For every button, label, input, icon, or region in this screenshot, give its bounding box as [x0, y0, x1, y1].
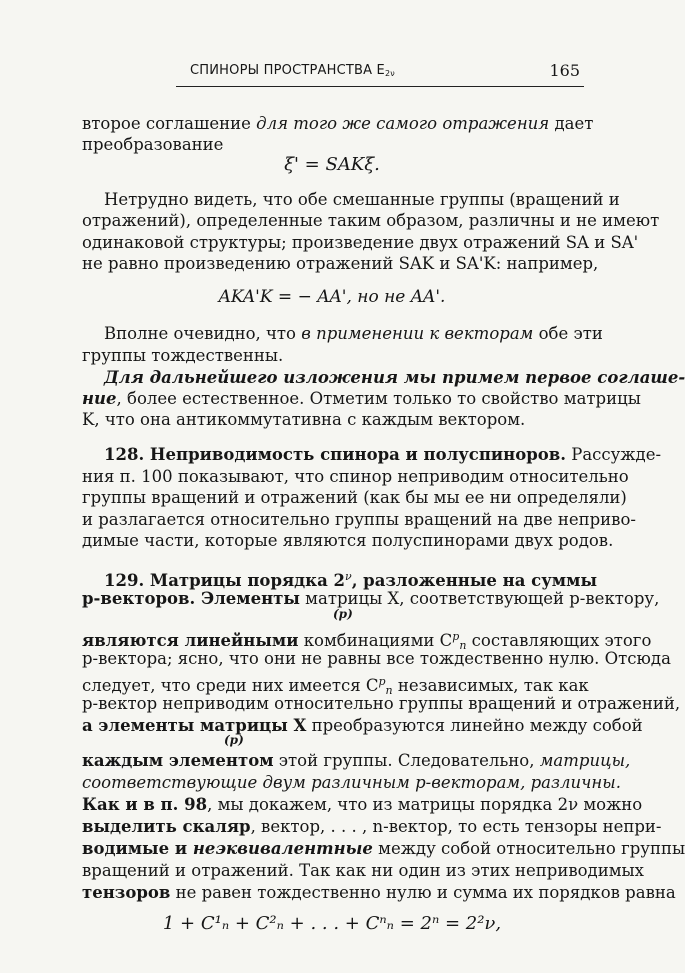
equation: (p) [333, 607, 353, 621]
text-line: p-вектор неприводим относительно группы вращений и отражений, [82, 694, 681, 713]
equation: 1 + C¹ₙ + C²ₙ + . . . + Cⁿₙ = 2ⁿ = 2²ν, [162, 913, 502, 934]
running-header [176, 60, 584, 87]
text-line: Для дальнейшего изложения мы примем первое соглаше- [104, 368, 685, 387]
equation: AKA'K = − AA', но не AA'. [218, 287, 446, 307]
text-line: Вполне очевидно, что в применении к векторам обе эти [104, 324, 603, 343]
text-line: а элементы матрицы X преобразуются линейно между собой [82, 716, 643, 735]
text-line: вращений и отражений. Так как ни один из этих неприводимых [82, 861, 644, 880]
text-line: ние, более естественное. Отметим только то свойство матрицы [82, 389, 641, 408]
text-line: водимые и неэквивалентные между собой относительно группы [82, 839, 685, 858]
equation: ξ' = SAKξ. [284, 154, 380, 175]
text-line: следует, что среди них имеется $C^pn$ независимых, так как [82, 675, 589, 697]
text-line: и разлагается относительно группы вращений на две неприво- [82, 510, 636, 529]
text-line: Как и в п. 98, мы докажем, что из матрицы порядка 2ν можно [82, 795, 643, 814]
text-line: группы тождественны. [82, 346, 284, 365]
text-line: ния п. 100 показывают, что спинор неприводим относительно [82, 467, 629, 486]
section-heading: 129. Матрицы порядка $2^\nu$, разложенные на суммы [104, 570, 597, 590]
section-heading: 128. Неприводимость спинора и полуспиноров. Рассужде- [104, 445, 662, 464]
text-line: p-вектора; ясно, что они не равны все тождественно нулю. Отсюда [82, 649, 671, 668]
text-line: отражений), определенные таким образом, различны и не имеют [82, 211, 660, 230]
equation: (p) [224, 733, 244, 747]
text-line: p-векторов. Элементы матрицы X, соответствующей p-вектору, [82, 589, 660, 608]
text-line: группы вращений и отражений (как бы мы ее ни определяли) [82, 488, 627, 507]
running-title: СПИНОРЫ ПРОСТРАНСТВА $E_{2\nu}$ [190, 63, 395, 78]
text-line: преобразование [82, 135, 224, 154]
text-line: тензоров не равен тождественно нулю и сумма их порядков равна [82, 883, 676, 902]
text-line: K, что она антикоммутативна с каждым вектором. [82, 410, 526, 429]
text-line: выделить скаляр, вектор, . . . , n-вектор, то есть тензоры непри- [82, 817, 662, 836]
page-number: 165 [549, 61, 580, 80]
text-line: димые части, которые являются полуспинорами двух родов. [82, 531, 614, 550]
text-line: соответствующие двум различным p-векторам, различны. [82, 773, 621, 792]
text-line: не равно произведению отражений SAK и SA'K: например, [82, 254, 599, 273]
text-line: второе соглашение для того же самого отражения дает [82, 114, 594, 133]
text-line: Нетрудно видеть, что обе смешанные группы (вращений и [104, 190, 620, 209]
text-line: одинаковой структуры; произведение двух отражений SA и SA' [82, 233, 639, 252]
text-line: являются линейными комбинациями $C^pn$ составляющих этого [82, 630, 652, 652]
text-line: каждым элементом этой группы. Следовательно, матрицы, [82, 751, 631, 770]
